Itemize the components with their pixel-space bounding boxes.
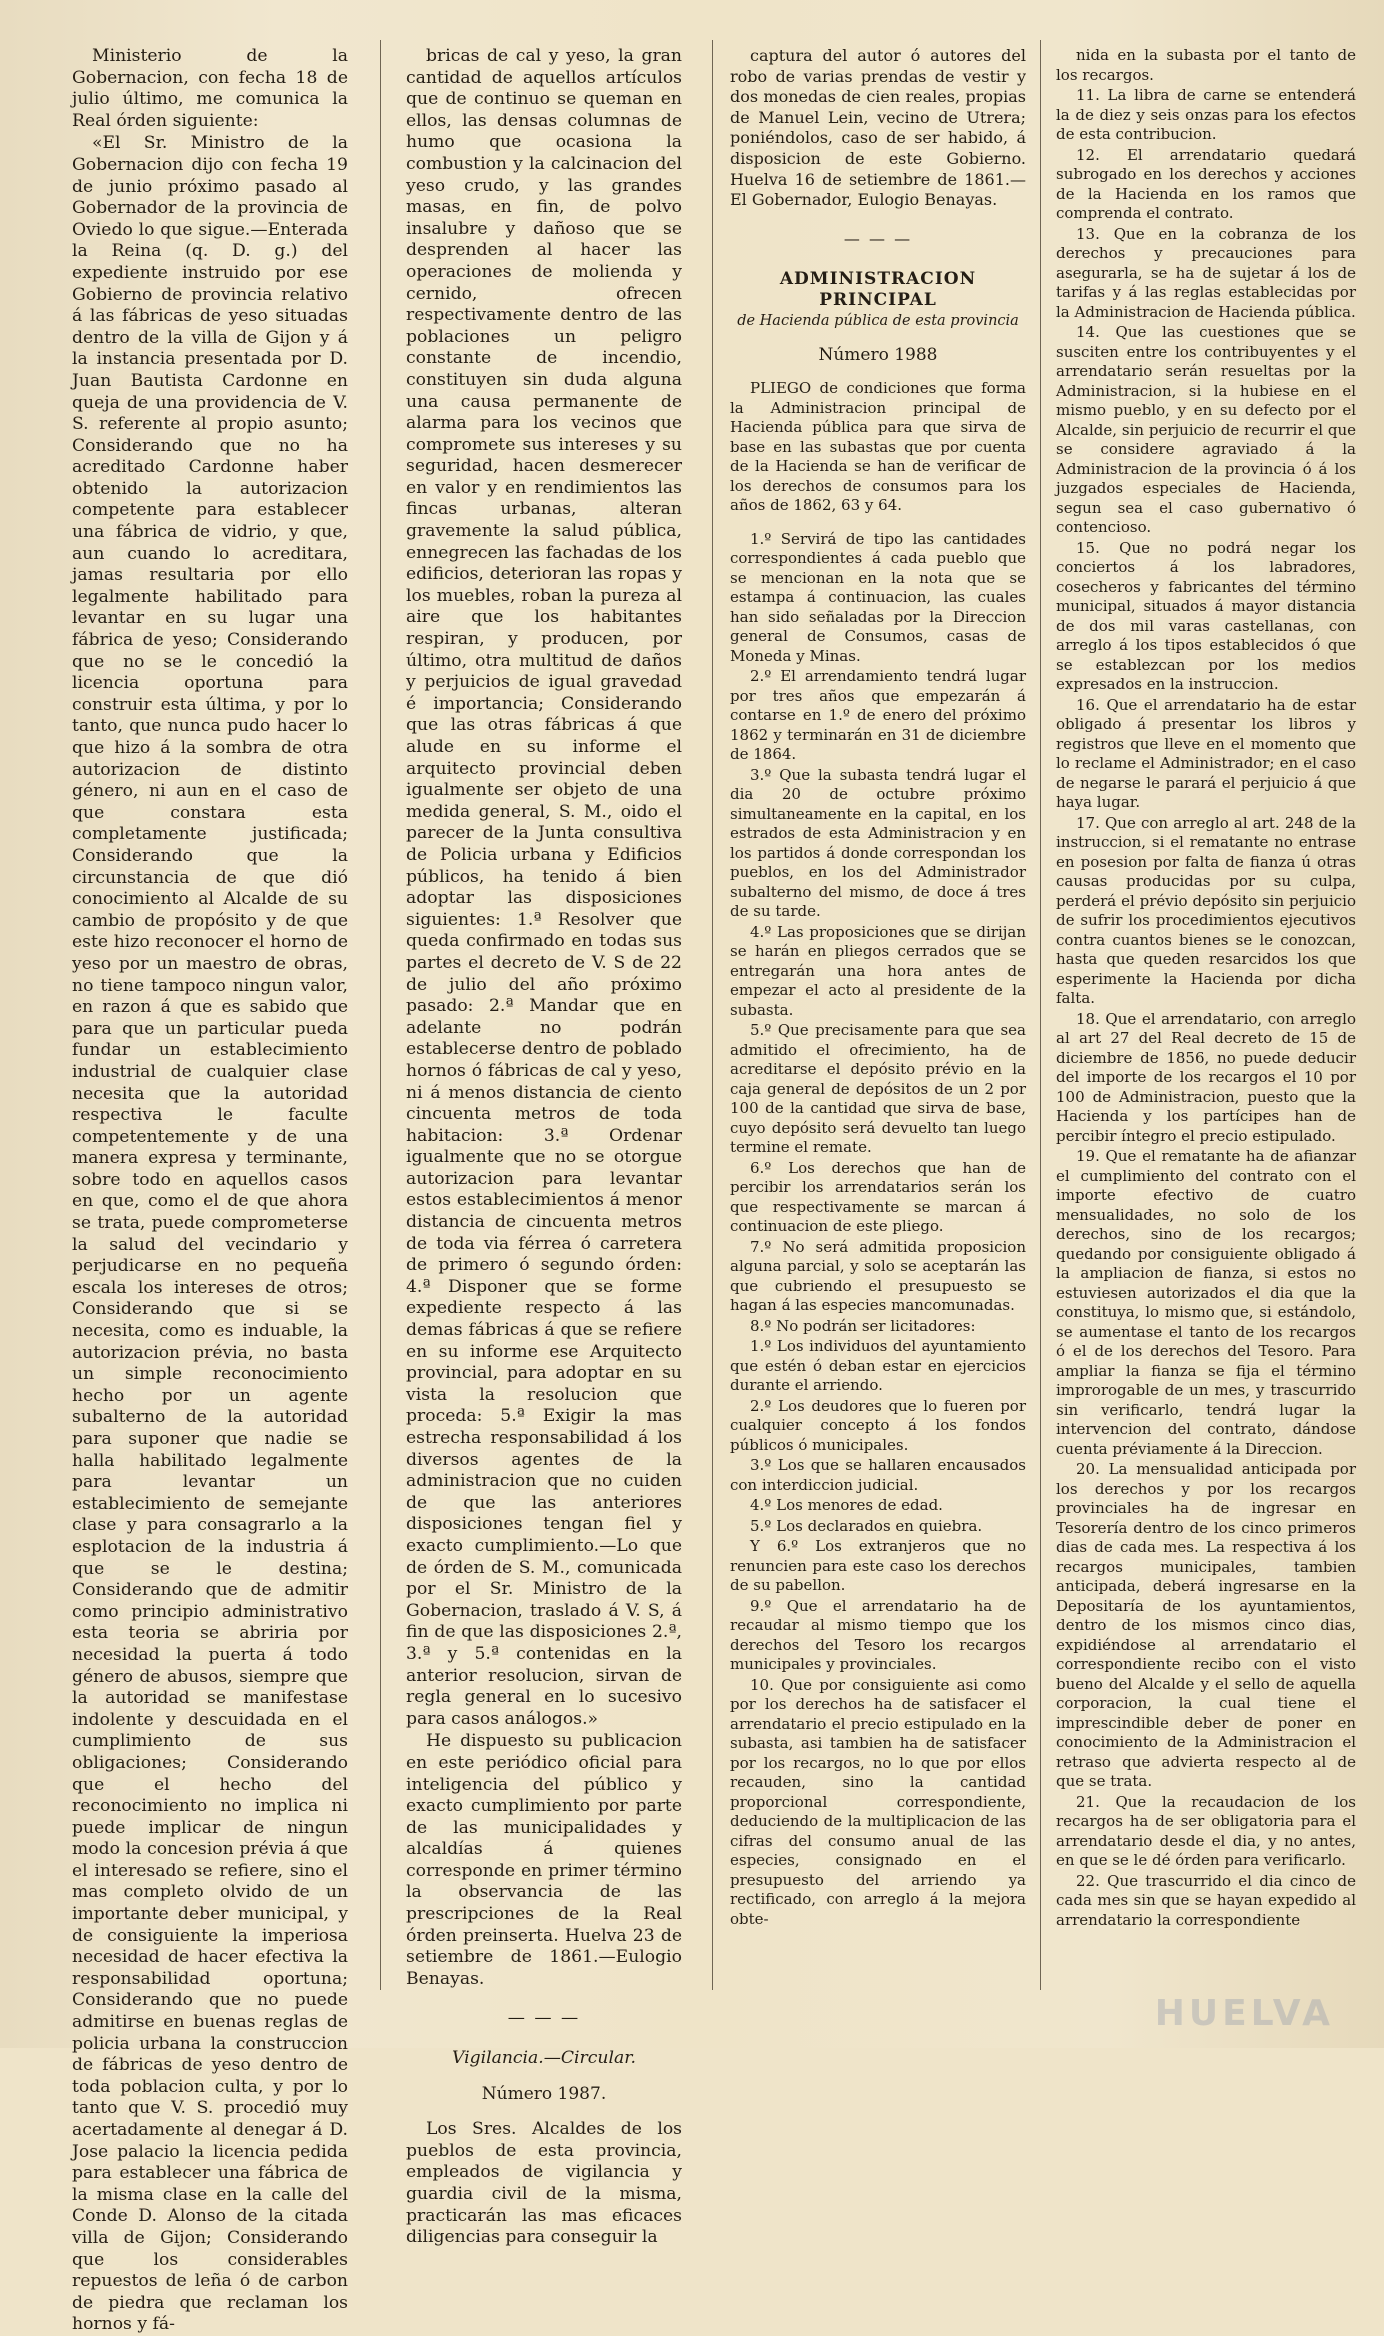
condition-item: 3.º Los que se hallaren encausados con interdiccion judicial. — [730, 1456, 1026, 1494]
condition-item: 18. Que el arrendatario, con arreglo al art 27 del Real decreto de 15 de diciembre de 1856, no puede deducir del importe de los recargos el 10 por 100 de Administracion, puesto que la Hacienda y los partícipes han de percibir íntegro el precio estipulado. — [1056, 1009, 1356, 1145]
separator: — — — — [507, 2008, 581, 2029]
pliego-intro: PLIEGO de condiciones que forma la Administracion principal de Hacienda pública para que sirva de base en las subastas que por cuenta de la Hacienda se han de verificar de los derechos de consumos para los años de 1862, 63 y 64. — [730, 379, 1026, 515]
column-rule — [712, 40, 713, 1990]
condition-item: 4.º Las proposiciones que se dirijan se harán en pliegos cerrados que se entregarán una hora antes de empezar el acto al presidente de la subasta. — [730, 922, 1026, 1019]
condition-item: 21. Que la recaudacion de los recargos ha de ser obligatoria para el arrendatario desde el dia, y no antes, en que se le dé órden para verificarlo. — [1056, 1792, 1356, 1869]
condition-item: nida en la subasta por el tanto de los recargos. — [1056, 46, 1356, 84]
paragraph: He dispuesto su publicacion en este periódico oficial para inteligencia del público y exacto cumplimiento por parte de las municipalidades y alcaldías á quienes corresponde en primer término la observancia de las prescripciones de la Real órden preinserta. Huelva 23 de setiembre de 1861.—Eulogio Benayas. — [406, 1731, 682, 1989]
condition-item: 9.º Que el arrendatario ha de recaudar al mismo tiempo que los derechos del Tesoro los recargos municipales y provinciales. — [730, 1596, 1026, 1674]
condition-item: 2.º El arrendamiento tendrá lugar por tres años que empezarán á contarse en 1.º de enero del próximo 1862 y terminarán en 31 de diciembre de 1864. — [730, 667, 1026, 764]
condition-item: 10. Que por consiguiente asi como por los derechos ha de satisfacer el arrendatario el precio estipulado en la subasta, asi tambien ha de satisfacer por los recargos, no lo que por ellos recauden, sino la cantidad proporcional correspondiente, deduciendo de la multiplicacion de las cifras del consumo anual de las especies, consignado en el presupuesto del arriendo ya rectificado, con arreglo á la mejora obte- — [730, 1675, 1026, 1928]
column-1 — [72, 46, 348, 2335]
paragraph: captura del autor ó autores del robo de varias prendas de vestir y dos monedas de cien reales, propias de Manuel Lein, vecino de Utrera; poniéndolos, caso de ser habido, á disposicion de este Gobierno. Huelva 16 de setiembre de 1861.—El Gobernador, Eulogio Benayas. — [730, 46, 1026, 210]
condition-item: 15. Que no podrá negar los conciertos á los labradores, cosecheros y fabricantes del término municipal, situados á mayor distancia de dos mil varas castellanas, con arreglo á los tipos establecidos ó que se establezcan por los medios expresados en la instruccion. — [1056, 538, 1356, 693]
condition-item: 7.º No será admitida proposicion alguna parcial, y solo se aceptarán las que cubriendo el presupuesto se hagan á las especies mancomunadas. — [730, 1237, 1026, 1315]
condition-item: 20. La mensualidad anticipada por los derechos y por los recargos provinciales ha de ingresar en Tesorería dentro de los cinco primeros dias de cada mes. La respectiva á los recargos municipales, tambien anticipada, deberá ingresarse en la Depositaría de los ayuntamientos, dentro de los mismos cinco dias, expidiéndose al arrendatario el correspondiente recibo con el visto bueno del Alcalde y el sello de aquella corporacion, la cual tiene el imprescindible deber de poner en conocimiento de la Administracion el retraso que advierta respecto al de que se trata. — [1056, 1460, 1356, 1790]
condition-item: 3.º Que la subasta tendrá lugar el dia 20 de octubre próximo simultaneamente en la capital, en los estrados de esta Administracion y en los partidos á donde correspondan los pueblos, en los del Administrador subalterno del mismo, de doce á tres de su tarde. — [730, 765, 1026, 921]
paragraph: bricas de cal y yeso, la gran cantidad de aquellos artículos que de continuo se queman en ellos, las densas columnas de humo que ocasiona la combustion y la calcinacion del yeso crudo, y las grandes masas, en fin, de polvo insalubre y dañoso que se desprenden al hacer las operaciones de molienda y cernido, ofrecen respectivamente dentro de las poblaciones un peligro constante de incendio, constituyen sin duda alguna una causa permanente de alarma para los vecinos que compromete sus intereses y su seguridad, hacen desmerecer en valor y en rendimientos las fincas urbanas, alteran gravemente la salud pública, ennegrecen las fachadas de los edificios, deterioran las ropas y los muebles, roban la pureza al aire que los habitantes respiran, y producen, por último, otra multitud de daños y perjuicios de igual gravedad é importancia; Considerando que las otras fábricas á que alude en su informe el arquitecto provincial deben igualmente ser objeto de una medida general, S. M., oido el parecer de la Junta consultiva de Policia urbana y Edificios públicos, ha tenido á bien adoptar las disposiciones siguientes: 1.ª Resolver que queda confirmado en todas sus partes el decreto de V. S de 22 de julio del año próximo pasado: 2.ª Mandar que en adelante no podrán establecerse dentro de poblado hornos ó fábricas de cal y yeso, ni á menos distancia de ciento cincuenta metros de toda habitacion: 3.ª Ordenar igualmente que no se otorgue autorizacion para levantar estos establecimientos á menor distancia de cincuenta metros de toda via férrea ó carretera de primero ó segundo órden: 4.ª Disponer que se forme expediente respecto á las demas fábricas á que se refiere en su informe ese Arquitecto provincial, para adoptar en su vista la resolucion que proceda: 5.ª Exigir la mas estrecha responsabilidad á los diversos agentes de la administracion que no cuiden de que las anteriores disposiciones tengan fiel y exacto cumplimiento.—Lo que de órden de S. M., comunicada por el Sr. Ministro de la Gobernacion, traslado á V. S, á fin de que las disposiciones 2.ª, 3.ª y 5.ª contenidas en la anterior resolucion, sirvan de regla general en lo sucesivo para casos análogos.» — [406, 46, 682, 1729]
conditions-list — [730, 530, 1026, 1930]
section-title: Vigilancia.—Circular. — [451, 2048, 637, 2069]
section-subheading: de Hacienda pública de esta provincia — [737, 312, 1019, 329]
separator: — — — — [843, 228, 913, 248]
condition-item: 2.º Los deudores que lo fueren por cualquier concepto á los fondos públicos ó municipales. — [730, 1396, 1026, 1454]
number-heading: Número 1988 — [818, 344, 938, 365]
column-3 — [730, 46, 1026, 2026]
paragraph: «El Sr. Ministro de la Gobernacion dijo con fecha 19 de junio próximo pasado al Gobernador de la provincia de Oviedo lo que sigue.—Enterada la Reina (q. D. g.) del expediente instruido por ese Gobierno de provincia relativo á las fábricas de yeso situadas dentro de la villa de Gijon y á la instancia presentada por D. Juan Bautista Cardonne en queja de una providencia de V. S. referente al propio asunto; Considerando que no ha acreditado Cardonne haber obtenido la autorizacion competente para establecer una fábrica de vidrio, y que, aun cuando lo acreditara, jamas resultaria por ello legalmente habilitado para levantar en su lugar una fábrica de yeso; Considerando que no se le concedió la licencia oportuna para construir esta última, y por lo tanto, que nunca pudo hacer lo que hizo á la sombra de otra autorizacion de distinto género, ni aun en el caso de que constara esta completamente justificada; Considerando que la circunstancia de que dió conocimiento al Alcalde de su cambio de propósito y de que este hizo reconocer el horno de yeso por un maestro de obras, no tiene tampoco ningun valor, en razon á que es sabido que para que un particular pueda fundar un establecimiento industrial de cualquier clase necesita que la autoridad respectiva le faculte competentemente y de una manera expresa y terminante, sobre todo en aquellos casos en que, como el de que ahora se trata, puede comprometerse la salud del vecindario y perjudicarse en no pequeña escala los intereses de otros; Considerando que si se necesita, como es induable, la autorizacion prévia, no basta un simple reconocimiento hecho por un agente subalterno de la autoridad para suponer que nadie se halla habilitado legalmente para levantar un establecimiento de semejante clase y para consagrarlo a la esplotacion de la industria á que se le destina; Considerando que de admitir como principio administrativo esta teoria se abriria por necesidad la puerta á todo género de abusos, siempre que la autoridad se manifestase indolente y descuidada en el cumplimiento de sus obligaciones; Considerando que el hecho del reconocimiento no implica ni puede implicar de ningun modo la concesion prévia á que el interesado se refiere, sino el mas completo olvido de un importante deber municipal, y de consiguiente la imperiosa necesidad de hacer efectiva la responsabilidad oportuna; Considerando que no puede admitirse en buenas reglas de policia urbana la construccion de fábricas de yeso dentro de toda poblacion culta, y por lo tanto que V. S. procedió muy acertadamente al denegar á D. Jose palacio la licencia pedida para establecer una fábrica de la misma clase en la calle del Conde D. Alonso de la citada villa de Gijon; Considerando que los considerables repuestos de leña ó de carbon de piedra que reclaman los hornos y fá- — [72, 133, 348, 2335]
watermark-logo: HUELVA — [1154, 1993, 1334, 2034]
condition-item: 12. El arrendatario quedará subrogado en los derechos y acciones de la Hacienda en los ramos que comprenda el contrato. — [1056, 145, 1356, 222]
condition-item: 13. Que en la cobranza de los derechos y precauciones para asegurarla, se ha de sujetar á los de tarifas y á las reglas establecidas por la Administracion de Hacienda pública. — [1056, 224, 1356, 321]
condition-item: Y 6.º Los extranjeros que no renuncien para este caso los derechos de su pabellon. — [730, 1537, 1026, 1595]
column-4 — [1056, 46, 1356, 2026]
condition-item: 1.º Los individuos del ayuntamiento que estén ó deban estar en ejercicios durante el arriendo. — [730, 1337, 1026, 1395]
column-rule — [1040, 40, 1041, 1990]
condition-item: 8.º No podrán ser licitadores: — [750, 1316, 976, 1335]
condition-item: 4.º Los menores de edad. — [750, 1496, 943, 1515]
condition-item: 1.º Servirá de tipo las cantidades correspondientes á cada pueblo que se mencionan en la nota que se estampa á continuacion, las cuales han sido señaladas por la Direccion general de Consumos, casas de Moneda y Minas. — [730, 529, 1026, 665]
condition-item: 14. Que las cuestiones que se susciten entre los contribuyentes y el arrendatario serán resueltas por la Administracion, si la hubiese en el mismo pueblo, y en su defecto por el Alcalde, sin perjuicio de recurrir el que se considere agraviado á la Administracion de la provincia ó á los juzgados especiales de Hacienda, segun sea el caso gubernativo ó contencioso. — [1056, 323, 1356, 536]
condition-item: 6.º Los derechos que han de percibir los arrendatarios serán los que respectivamente se marcan á continuacion de este pliego. — [730, 1158, 1026, 1236]
condition-item: 16. Que el arrendatario ha de estar obligado á presentar los libros y registros que lleve en el momento que lo reclame el Administrador; en el caso de negarse le parará el perjuicio á que haya lugar. — [1056, 695, 1356, 811]
paragraph: Los Sres. Alcaldes de los pueblos de esta provincia, empleados de vigilancia y guardia civil de la misma, practicarán las mas eficaces diligencias para conseguir la — [406, 2119, 682, 2248]
column-rule — [380, 40, 381, 1990]
column-2 — [406, 46, 682, 2248]
section-heading: ADMINISTRACION PRINCIPAL — [779, 269, 977, 310]
conditions-list — [1056, 46, 1356, 1930]
condition-item: 19. Que el rematante ha de afianzar el cumplimiento del contrato con el importe efectivo de cuatro mensualidades, no solo de los derechos, sino de los recargos; quedando por consiguiente obligado á la ampliacion de fianza, si estos no estuviesen autorizados el dia que la constituya, lo mismo que, si estándolo, se aumentase el tanto de los recargos ó el de los derechos del Tesoro. Para ampliar la fianza se fija el término improrogable de un mes, y trascurrido sin verificarlo, tendrá lugar la intervencion del contrato, dándose cuenta préviamente á la Direccion. — [1056, 1147, 1356, 1458]
number-heading: Número 1987. — [481, 2083, 607, 2104]
paragraph: Ministerio de la Gobernacion, con fecha 18 de julio último, me comunica la Real órden siguiente: — [72, 46, 348, 131]
condition-item: 17. Que con arreglo al art. 248 de la instruccion, si el rematante no entrase en posesion por falta de fianza ú otras causas producidas por su culpa, perderá el prévio depósito sin perjuicio de sufrir los procedimientos ejecutivos contra cuantos bienes se le conozcan, hasta que queden resarcidos los que esperimente la Hacienda por dicha falta. — [1056, 813, 1356, 1007]
condition-item: 11. La libra de carne se entenderá la de diez y seis onzas para los efectos de esta contribucion. — [1056, 86, 1356, 143]
condition-item: 5.º Que precisamente para que sea admitido el ofrecimiento, ha de acreditarse el depósito prévio en la caja general de depósitos de un 2 por 100 de la cantidad que sirva de base, cuyo depósito será devuelto tan luego termine el remate. — [730, 1021, 1026, 1157]
condition-item: 5.º Los declarados en quiebra. — [750, 1516, 983, 1535]
condition-item: 22. Que trascurrido el dia cinco de cada mes sin que se hayan expedido al arrendatario la correspondiente — [1056, 1871, 1356, 1929]
